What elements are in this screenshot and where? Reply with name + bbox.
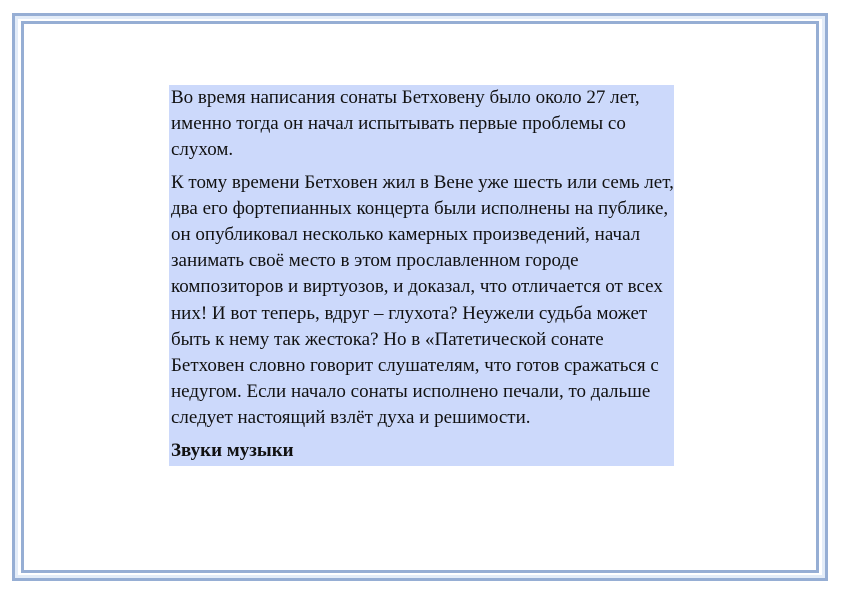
- text-box: [169, 85, 674, 466]
- section-heading: Звуки музыки: [171, 439, 294, 461]
- paragraph-intro: Во время написания сонаты Бетховену было около 27 лет, именно тогда он начал испытывать первые проблемы со слухом.: [171, 87, 640, 161]
- paragraph-main: К тому времени Бетховен жил в Вене уже шесть или семь лет, два его фортепианных концерта были исполнены на публике, он опубликовал несколько камерных произведений, начал занимать своё место в этом прославленном городе композиторов и виртуозов, и доказал, что отличается от всех них! И вот теперь, вдруг – глухота? Неужели судьба может быть к нему так жестока? Но в «Патетической сонате Бетховен словно говорит слушателям, что готов сражаться с недугом. Если начало сонаты исполнено печали, то дальше следует настоящий взлёт духа и решимости.: [171, 171, 674, 429]
